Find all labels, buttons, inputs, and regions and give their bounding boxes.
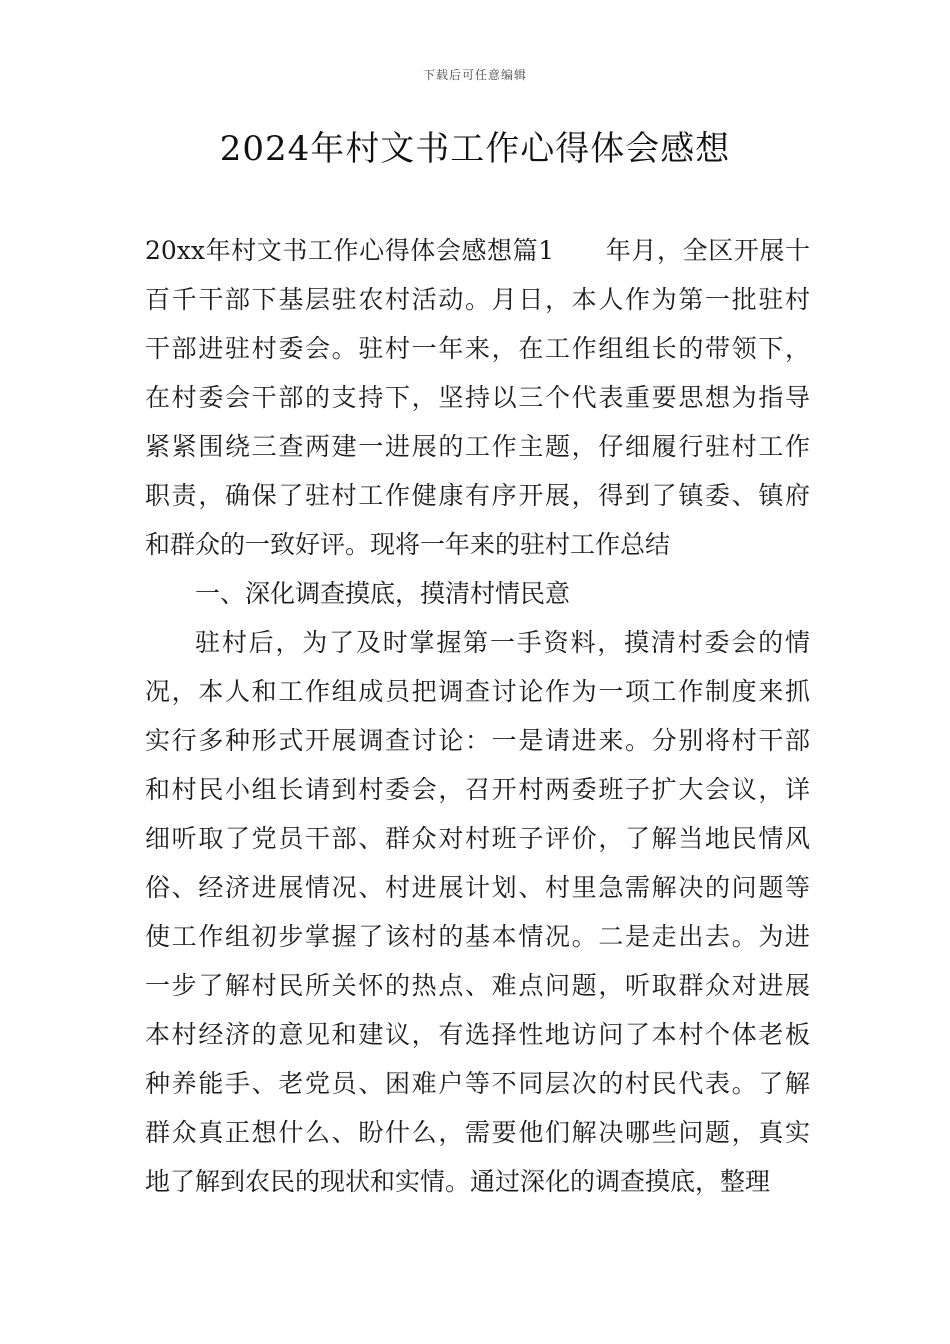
text-line: 俗、经济进展情况、村进展计划、村里急需解决的问题等 [145, 873, 810, 902]
text-line: 群众真正想什么、盼什么，需要他们解决哪些问题，真实 [145, 1118, 810, 1147]
text-line: 实行多种形式开展调查讨论：一是请进来。分别将村干部 [145, 726, 810, 755]
text-line: 百千干部下基层驻农村活动。月日，本人作为第一批驻村 [145, 285, 810, 314]
paragraph [145, 618, 810, 1206]
text-line: 和村民小组长请到村委会，召开村两委班子扩大会议，详 [145, 775, 810, 804]
text-line: 驻村后，为了及时掌握第一手资料，摸清村委会的情 [195, 628, 810, 657]
text-line: 一步了解村民所关怀的热点、难点问题，听取群众对进展 [145, 971, 810, 1000]
text-line: 一、深化调查摸底，摸清村情民意 [195, 579, 571, 608]
text-line: 细听取了党员干部、群众对村班子评价，了解当地民情风 [145, 824, 810, 853]
header-note: 下载后可任意编辑 [422, 68, 527, 82]
text-line: 职责，确保了驻村工作健康有序开展，得到了镇委、镇府 [145, 481, 810, 510]
text-line: 20xx年村文书工作心得体会感想篇1 年月，全区开展十 [145, 236, 810, 265]
text-line: 地了解到农民的现状和实情。通过深化的调查摸底，整理 [145, 1167, 771, 1196]
text-line: 况，本人和工作组成员把调查讨论作为一项工作制度来抓 [145, 677, 810, 706]
text-line: 紧紧围绕三查两建一进展的工作主题，仔细履行驻村工作 [145, 432, 810, 461]
document-body [145, 226, 810, 1206]
text-line: 干部进驻村委会。驻村一年来，在工作组组长的带领下， [145, 334, 810, 363]
text-line: 在村委会干部的支持下，坚持以三个代表重要思想为指导 [145, 383, 810, 412]
text-line: 本村经济的意见和建议，有选择性地访问了本村个体老板 [145, 1020, 810, 1049]
text-line: 使工作组初步掌握了该村的基本情况。二是走出去。为进 [145, 922, 810, 951]
text-line: 和群众的一致好评。现将一年来的驻村工作总结 [145, 530, 671, 559]
text-line: 种养能手、老党员、困难户等不同层次的村民代表。了解 [145, 1069, 810, 1098]
document-title: 2024年村文书工作心得体会感想 [219, 129, 731, 169]
section-heading [145, 569, 810, 618]
paragraph [145, 226, 810, 569]
